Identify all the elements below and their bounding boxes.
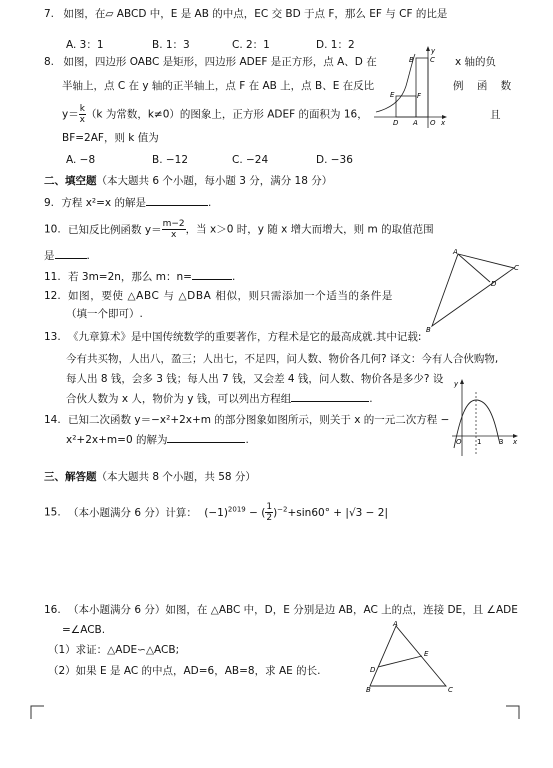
q13-text-4: 合伙人数为 x 人，物价为 y 钱，可以列出方程组 xyxy=(66,393,292,405)
q8-label-x: x xyxy=(441,119,446,127)
q16-label-a: A xyxy=(393,620,398,628)
q8-text-1: 如图，四边形 OABC 是矩形，四边形 ADEF 是正方形，点 A、D 在 xyxy=(63,56,377,68)
q8-option-a: A. −8 xyxy=(66,154,96,166)
q14-label-x: x xyxy=(513,438,518,446)
q16-line-2: =∠ACB. xyxy=(62,624,106,636)
q14-label-3: 3 xyxy=(499,438,504,446)
q14-text-2: x²+2x+m=0 的解为 xyxy=(66,434,168,446)
q12-number: 12. xyxy=(44,290,61,302)
corner-mark-bottom-left xyxy=(30,705,44,719)
q13-line-2: 今有共买物，人出八，盈三；人出七，不足四，问人数、物价各几何? 译文：今有人合伙购物, xyxy=(66,353,499,365)
q15-expression xyxy=(204,502,389,523)
q16-number: 16. xyxy=(44,604,61,616)
q15-fraction-den: 2 xyxy=(266,513,273,523)
q13-answer-blank xyxy=(291,401,369,402)
q15-expr-c-sup: −2 xyxy=(277,505,288,513)
q15-fraction xyxy=(265,502,273,523)
q10-line-2 xyxy=(44,249,90,263)
q8-line-3 xyxy=(62,104,368,125)
q14-label-o: O xyxy=(456,438,462,446)
q10-answer-blank xyxy=(55,258,87,259)
q14-number: 14. xyxy=(44,414,61,426)
q8-number: 8. xyxy=(44,56,55,68)
q15-text: （本小题满分 6 分）计算： xyxy=(68,506,197,519)
section-3-desc: （本大题共 8 个小题，共 58 分） xyxy=(96,471,256,483)
q16-label-d: D xyxy=(370,666,376,674)
q16-text-1: （本小题满分 6 分）如图，在 △ABC 中，D，E 分别是边 AB，AC 上的点，连接 DE，且 ∠ADE xyxy=(68,604,518,616)
q12-text-1: 如图，要使 △ABC 与 △DBA 相似，则只需添加一个适当的条件是 xyxy=(68,290,393,302)
section-2-title: 二、填空题 xyxy=(44,175,97,187)
q7-option-a: A. 3：1 xyxy=(66,39,104,51)
q14-line-2 xyxy=(66,433,249,447)
q16-label-e: E xyxy=(424,650,429,658)
q10-fraction-num: m−2 xyxy=(162,219,185,229)
q8-line-4: BF=2AF，则 k 值为 xyxy=(62,132,159,144)
q8-line-2-tail: 例 函 数 xyxy=(453,80,517,92)
q9-stem xyxy=(44,196,211,210)
section-3-heading xyxy=(44,470,256,484)
q8-label-y: y xyxy=(431,47,436,55)
q12-figure xyxy=(422,246,522,334)
q8-label-e: E xyxy=(390,91,395,99)
q14-figure xyxy=(450,378,520,458)
q14-label-1: 1 xyxy=(477,438,482,446)
q12-line-2 xyxy=(66,307,143,321)
q15-expr-a-sup: 2019 xyxy=(227,505,246,513)
q8-y-arrow xyxy=(426,46,430,51)
q8-option-b: B. −12 xyxy=(152,154,189,166)
q9-number: 9. xyxy=(44,197,55,209)
q8-line-3-tail: 且 xyxy=(490,109,501,121)
q7-stem xyxy=(44,7,447,21)
q8-y-equals: y＝ xyxy=(62,108,79,121)
q8-label-a: A xyxy=(413,119,418,127)
q8-fraction xyxy=(79,104,86,125)
q15-stem xyxy=(44,498,388,524)
q15-number: 15. xyxy=(44,506,61,519)
q12-label-a: A xyxy=(453,248,458,256)
q16-part-1: （1）求证：△ADE∽△ACB; xyxy=(48,644,180,656)
q7-option-c: C. 2：1 xyxy=(232,39,270,51)
q9-text: 方程 x²=x 的解是 xyxy=(61,197,146,209)
q8-label-c: C xyxy=(430,56,435,64)
q12-label-d: D xyxy=(491,280,497,288)
q12-triangle-abc xyxy=(432,254,514,326)
corner-mark-bottom-right xyxy=(506,705,520,719)
q13-end: . xyxy=(369,393,373,405)
q7-number: 7. xyxy=(44,8,55,20)
q15-expr-a: (−1) xyxy=(204,506,228,519)
q9-answer-blank xyxy=(146,205,208,206)
q8-fraction-num: k xyxy=(79,104,85,114)
q11-text: 若 3m=2n，那么 m：n= xyxy=(68,271,192,283)
q14-label-y: y xyxy=(454,380,459,388)
q13-number: 13. xyxy=(44,331,61,343)
q8-label-d: D xyxy=(393,119,399,127)
q8-label-o: O xyxy=(430,119,436,127)
q8-line-1 xyxy=(44,55,377,69)
q15-expr-c: ) xyxy=(273,506,278,519)
q8-line-2: 半轴上，点 C 在 y 轴的正半轴上，点 F 在 AB 上，点 B、E 在反比 xyxy=(62,80,375,92)
q14-line-1 xyxy=(44,413,449,427)
q8-figure xyxy=(372,44,448,130)
q14-answer-blank xyxy=(167,442,245,443)
q10-pre: 已知反比例函数 y＝ xyxy=(68,223,162,236)
q10-fraction-den: x xyxy=(170,230,177,240)
q7-option-d: D. 1：2 xyxy=(316,39,355,51)
q15-expr-b: − ( xyxy=(245,506,266,519)
q13-text-1: 《九章算术》是中国传统数学的重要著作，方程术是它的最高成就.其中记载: xyxy=(68,331,422,343)
q8-fraction-den: x xyxy=(79,115,85,125)
q12-label-c: C xyxy=(514,264,519,272)
q8-option-c: C. −24 xyxy=(232,154,269,166)
q10-line-2-text: 是 xyxy=(44,250,55,262)
q14-text-1: 已知二次函数 y＝−x²+2x+m 的部分图象如图所示，则关于 x 的一元二次方程 − xyxy=(68,414,450,426)
q15-expr-d: +sin60° + |√3 − 2| xyxy=(287,506,389,519)
q11-end: . xyxy=(231,271,236,283)
q12-text-2: （填一个即可）. xyxy=(66,308,143,320)
q12-label-b: B xyxy=(426,326,431,334)
q16-label-b: B xyxy=(366,686,371,694)
q10-fraction xyxy=(162,219,186,240)
q8-text-3: （k 为常数，k≠0）的图象上，正方形 ADEF 的面积为 16， xyxy=(85,108,368,121)
q10-line-1 xyxy=(44,219,434,240)
q16-triangle-abc xyxy=(370,626,446,686)
q16-label-c: C xyxy=(448,686,453,694)
q10-post: ，当 x＞0 时，y 随 x 增大而增大，则 m 的取值范围 xyxy=(185,223,434,236)
q10-end: . xyxy=(86,250,90,262)
q8-label-b: B xyxy=(409,56,414,64)
q10-number: 10. xyxy=(44,223,61,236)
q15-fraction-num: 1 xyxy=(266,502,273,512)
q13-line-1 xyxy=(44,330,421,344)
q9-end: . xyxy=(208,197,212,209)
q8-line-1-tail: x 轴的负 xyxy=(455,56,497,68)
q8-rect-oabc xyxy=(416,58,428,117)
q13-line-3: 每人出 8 钱，会多 3 钱；每人出 7 钱，又会差 4 钱，问人数、物价各是多少? 设 xyxy=(66,373,444,385)
section-3-title: 三、解答题 xyxy=(44,471,97,483)
q12-line-1 xyxy=(44,289,393,303)
section-2-heading xyxy=(44,174,332,188)
q14-y-arrow xyxy=(460,379,464,384)
q8-option-d: D. −36 xyxy=(316,154,353,166)
q16-figure xyxy=(362,620,458,694)
q11-number: 11. xyxy=(44,271,61,283)
q11-stem xyxy=(44,270,235,284)
q16-line-1 xyxy=(44,603,518,617)
q13-line-4 xyxy=(66,392,373,406)
q11-answer-blank xyxy=(192,279,232,280)
q14-end: . xyxy=(245,434,249,446)
q16-part-2: （2）如果 E 是 AC 的中点，AD=6，AB=8，求 AE 的长. xyxy=(48,665,321,677)
q7-option-b: B. 1：3 xyxy=(152,39,190,51)
q8-label-f: F xyxy=(417,92,422,100)
q16-segment-de xyxy=(378,656,422,667)
section-2-desc: （本大题共 6 个小题，每小题 3 分，满分 18 分） xyxy=(96,175,333,187)
q7-text: 如图，在▱ ABCD 中，E 是 AB 的中点，EC 交 BD 于点 F，那么 EF 与 CF 的比是 xyxy=(63,8,448,20)
